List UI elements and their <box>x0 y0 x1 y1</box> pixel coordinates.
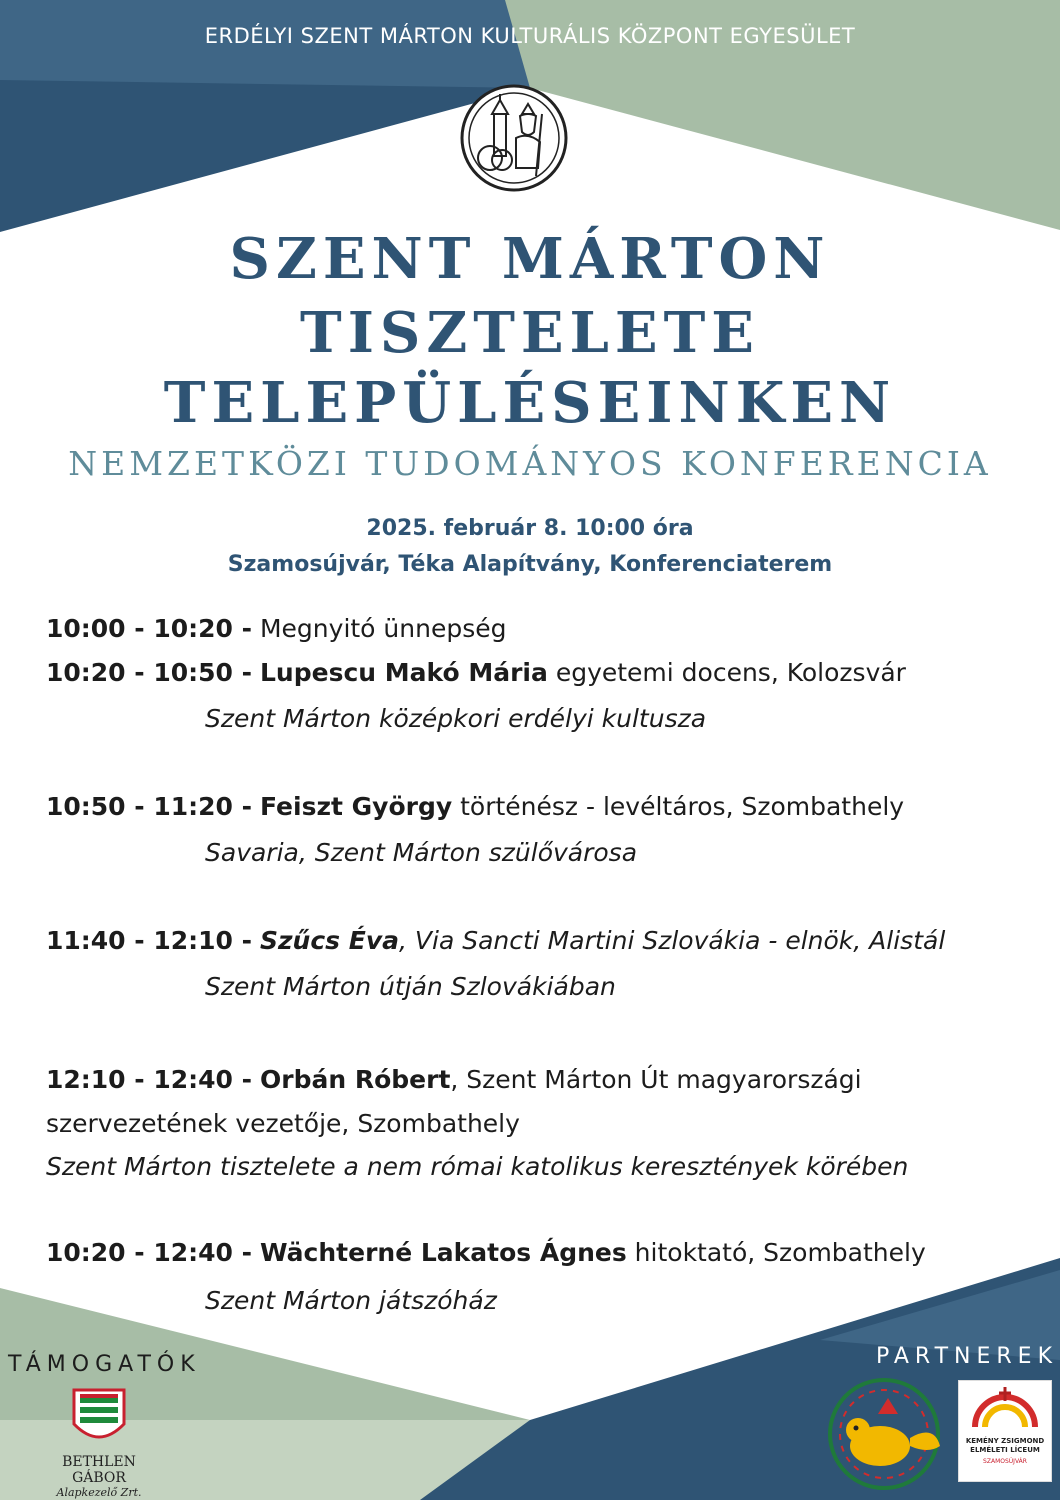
program-time: 10:20 - 10:50 - <box>46 658 253 687</box>
organization-name: ERDÉLYI SZENT MÁRTON KULTURÁLIS KÖZPONT EGYESÜLET <box>204 24 856 48</box>
saint-martin-logo-icon <box>452 84 576 192</box>
program-item <box>46 792 1046 821</box>
sponsor-sub: Alapkezelő Zrt. <box>56 1486 142 1499</box>
program-topic: Szent Márton tisztelete a nem római katolikus keresztények körében <box>46 1152 909 1181</box>
program-item <box>46 614 1046 643</box>
program-time: 10:50 - 11:20 - <box>46 792 253 821</box>
program-topic: Savaria, Szent Márton szülővárosa <box>205 838 638 867</box>
program-topic: Szent Márton játszóház <box>205 1286 497 1315</box>
title-line-1: SZENT MÁRTON <box>229 226 831 292</box>
program-time: 10:00 - 10:20 - <box>46 614 253 643</box>
event-venue: Szamosújvár, Téka Alapítvány, Konferenciaterem <box>227 552 833 577</box>
subtitle: NEMZETKÖZI TUDOMÁNYOS KONFERENCIA <box>68 444 992 483</box>
program-info: egyetemi docens, Kolozsvár <box>547 658 906 687</box>
title-line-2: TISZTELETE <box>300 300 760 366</box>
program-info: , Via Sancti Martini Szlovákia - elnök, Alistál <box>399 926 946 955</box>
school-city: SZAMOSÚJVÁR <box>983 1458 1027 1465</box>
program-topic: Szent Márton útján Szlovákiában <box>205 972 616 1001</box>
supporters-label: TÁMOGATÓK <box>8 1352 201 1377</box>
bethlen-gabor-logo <box>36 1386 162 1499</box>
program-info: , Szent Márton Út magyarországi szervezetének vezetője, Szombathely <box>46 1065 862 1138</box>
program-speaker: Lupescu Makó Mária <box>259 658 548 687</box>
title-line-3: TELEPÜLÉSEINKEN <box>163 370 897 436</box>
program-speaker: Orbán Róbert <box>259 1065 451 1094</box>
program-time: 12:10 - 12:40 - <box>46 1065 253 1094</box>
event-date: 2025. február 8. 10:00 óra <box>366 516 694 541</box>
school-arch-icon <box>959 1381 1051 1433</box>
program-time: 11:40 - 12:10 - <box>46 926 253 955</box>
program-speaker: Feiszt György <box>259 792 453 821</box>
bethlen-shield-icon <box>36 1386 162 1450</box>
program-speaker: Wächterné Lakatos Ágnes <box>259 1238 627 1267</box>
school-name-1: KEMÉNY ZSIGMOND <box>965 1437 1045 1445</box>
partners-label: PARTNEREK <box>876 1344 1059 1369</box>
program-item <box>46 1058 986 1146</box>
program-info: Megnyitó ünnepség <box>252 614 507 643</box>
program-info: történész - levéltáros, Szombathely <box>452 792 905 821</box>
school-name-2: ELMÉLETI LÍCEUM <box>970 1446 1040 1454</box>
sponsor-name: BETHLEN GÁBOR <box>62 1454 136 1486</box>
school-logo <box>958 1380 1052 1482</box>
program-item <box>46 1238 1046 1267</box>
program-time: 10:20 - 12:40 - <box>46 1238 253 1267</box>
program-item <box>46 926 1046 955</box>
program-speaker: Szűcs Éva <box>259 926 399 955</box>
program-item <box>46 658 1046 687</box>
program-topic: Szent Márton középkori erdélyi kultusza <box>205 704 707 733</box>
folk-bird-logo-icon <box>818 1374 950 1492</box>
program-info: hitoktató, Szombathely <box>626 1238 926 1267</box>
